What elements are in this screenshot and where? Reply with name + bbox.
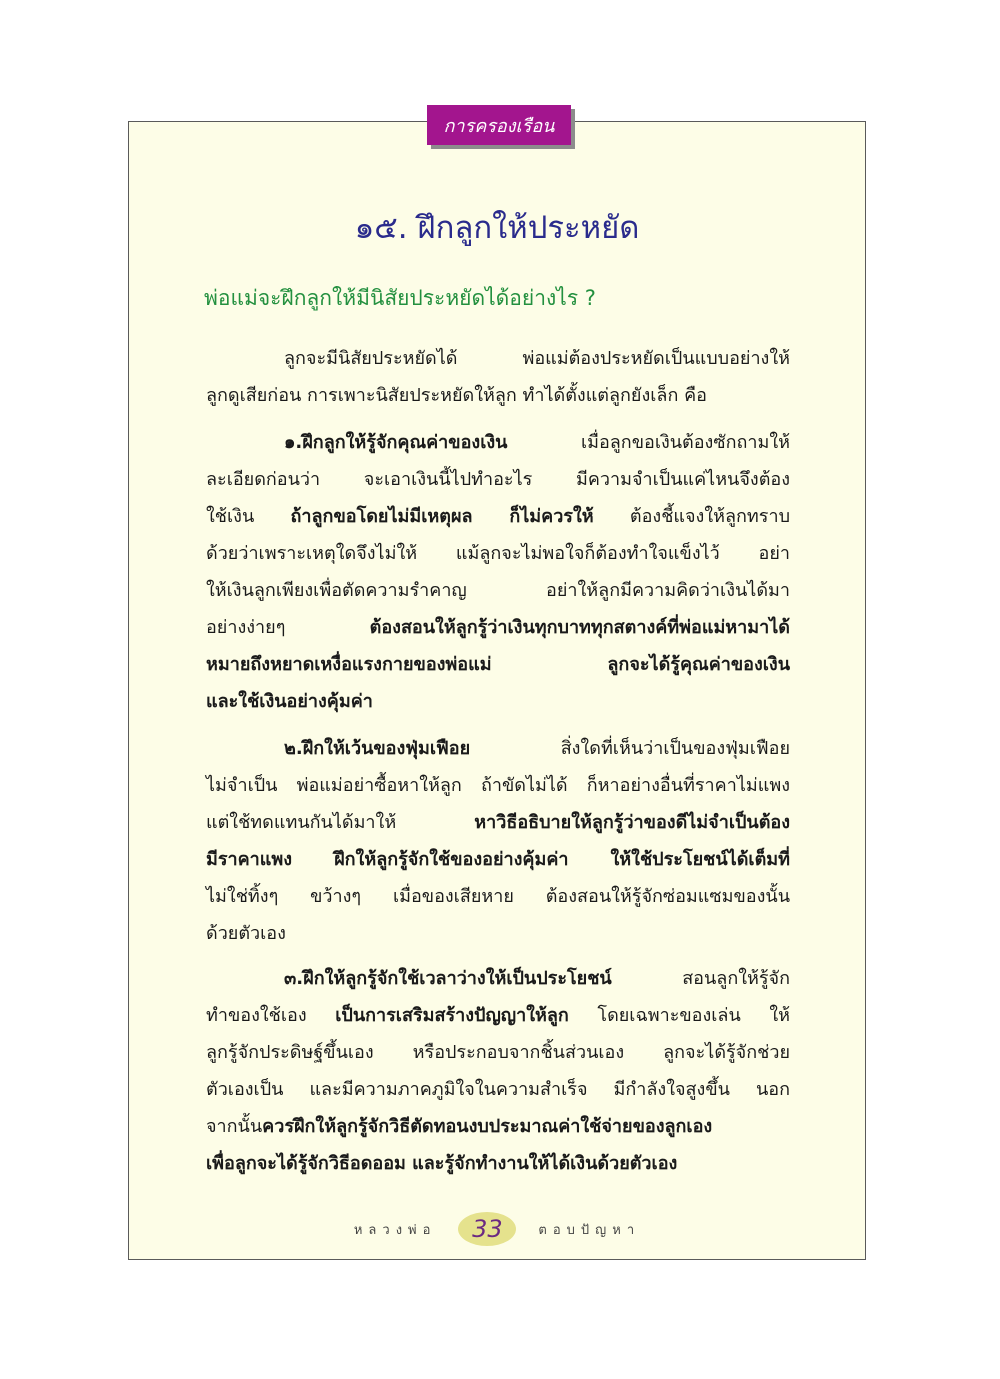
bold-text: มีราคาแพง ฝึกให้ลูกรู้จักใช้ของอย่างคุ้มค่า ให้ใช้ประโยชน์ได้เต็มที่ <box>206 849 790 870</box>
text-line: ลูกรู้จักประดิษฐ์ขึ้นเอง หรือประกอบจากชิ้นส่วนเอง ลูกจะได้รู้จักช่วย <box>206 1042 790 1063</box>
text-span: จากนั้น <box>206 1116 263 1137</box>
paragraph-2 <box>206 730 790 952</box>
bold-text: ๓.ฝึกให้ลูกรู้จักใช้เวลาว่างให้เป็นประโยชน์ <box>284 968 612 989</box>
bold-text: เพื่อลูกจะได้รู้จักวิธีอดออม และรู้จักทำงานให้ได้เงินด้วยตัวเอง <box>206 1153 678 1174</box>
bold-text: ถ้าลูกขอโดยไม่มีเหตุผล ก็ไม่ควรให้ <box>290 506 594 527</box>
text-line <box>206 424 790 461</box>
text-span: สอนลูกให้รู้จัก <box>611 968 790 989</box>
question-heading: พ่อแม่จะฝึกลูกให้มีนิสัยประหยัดได้อย่างไร ? <box>204 286 596 310</box>
bold-text: และใช้เงินอย่างคุ้มค่า <box>206 691 373 712</box>
text-span: ทำของใช้เอง <box>206 1005 336 1026</box>
page-number-badge <box>458 1212 516 1246</box>
bold-text: หาวิธีอธิบายให้ลูกรู้ว่าของดีไม่จำเป็นต้อง <box>474 812 790 833</box>
text-line: ไม่จำเป็น พ่อแม่อย่าซื้อหาให้ลูก ถ้าขัดไม่ได้ ก็หาอย่างอื่นที่ราคาไม่แพง <box>206 775 790 796</box>
footer-left-text: หลวงพ่อ <box>353 1222 437 1238</box>
page-footer <box>128 1212 866 1246</box>
bold-text: ๑.ฝึกลูกให้รู้จักคุณค่าของเงิน <box>284 432 508 453</box>
text-span: อย่างง่ายๆ <box>206 617 370 638</box>
text-line: ลูกจะมีนิสัยประหยัดได้ พ่อแม่ต้องประหยัดเป็นแบบอย่างให้ <box>284 348 790 369</box>
text-line: ด้วยตัวเอง <box>206 923 286 944</box>
text-line <box>206 960 790 997</box>
paragraph-3 <box>206 960 790 1182</box>
paragraph-1 <box>206 424 790 720</box>
section-tab <box>427 105 571 145</box>
footer-right-text: ตอบปัญหา <box>538 1222 641 1238</box>
bold-text: ควรฝึกให้ลูกรู้จักวิธีตัดทอนงบประมาณค่าใช้จ่ายของลูกเอง <box>262 1116 713 1137</box>
text-span: สิ่งใดที่เห็นว่าเป็นของฟุ่มเฟือย <box>470 738 790 759</box>
text-line: ลูกดูเสียก่อน การเพาะนิสัยประหยัดให้ลูก ทำได้ตั้งแต่ลูกยังเล็ก คือ <box>206 385 707 406</box>
text-span: โดยเฉพาะของเล่น ให้ <box>568 1005 790 1026</box>
text-span: ใช้เงิน <box>206 506 291 527</box>
text-line <box>206 804 790 841</box>
text-span: ต้องชี้แจงให้ลูกทราบ <box>593 506 790 527</box>
text-line: ให้เงินลูกเพียงเพื่อตัดความรำคาญ อย่าให้ลูกมีความคิดว่าเงินได้มา <box>206 580 790 601</box>
text-line: ละเอียดก่อนว่า จะเอาเงินนี้ไปทำอะไร มีความจำเป็นแค่ไหนจึงต้อง <box>206 469 790 490</box>
text-line: ไม่ใช่ทิ้งๆ ขว้างๆ เมื่อของเสียหาย ต้องสอนให้รู้จักซ่อมแซมของนั้น <box>206 886 790 907</box>
text-span: แต่ใช้ทดแทนกันได้มาให้ <box>206 812 475 833</box>
bold-text: ต้องสอนให้ลูกรู้ว่าเงินทุกบาททุกสตางค์ที่พ่อแม่หามาได้ <box>369 617 790 638</box>
bold-text: เป็นการเสริมสร้างปัญญาให้ลูก <box>335 1005 569 1026</box>
page-number: 33 <box>472 1215 503 1243</box>
intro-paragraph <box>206 340 790 414</box>
text-line: ด้วยว่าเพราะเหตุใดจึงไม่ให้ แม้ลูกจะไม่พอใจก็ต้องทำใจแข็งไว้ อย่า <box>206 543 790 564</box>
text-line <box>206 841 790 878</box>
text-line <box>206 498 790 535</box>
text-line <box>206 683 790 720</box>
text-line: ตัวเองเป็น และมีความภาคภูมิใจในความสำเร็จ มีกำลังใจสูงขึ้น นอก <box>206 1079 790 1100</box>
bold-text: ๒.ฝึกให้เว้นของฟุ่มเฟือย <box>284 738 471 759</box>
text-line <box>206 609 790 646</box>
page-title: ๑๕. ฝึกลูกให้ประหยัด <box>354 210 640 246</box>
text-line <box>206 1108 790 1145</box>
text-span: เมื่อลูกขอเงินต้องซักถามให้ <box>507 432 790 453</box>
text-line <box>206 646 790 683</box>
section-tab-label: การครองเรือน <box>443 115 555 137</box>
text-line <box>206 997 790 1034</box>
text-line <box>206 1145 790 1182</box>
bold-text: หมายถึงหยาดเหงื่อแรงกายของพ่อแม่ ลูกจะได้รู้คุณค่าของเงิน <box>206 654 790 675</box>
text-line <box>206 730 790 767</box>
